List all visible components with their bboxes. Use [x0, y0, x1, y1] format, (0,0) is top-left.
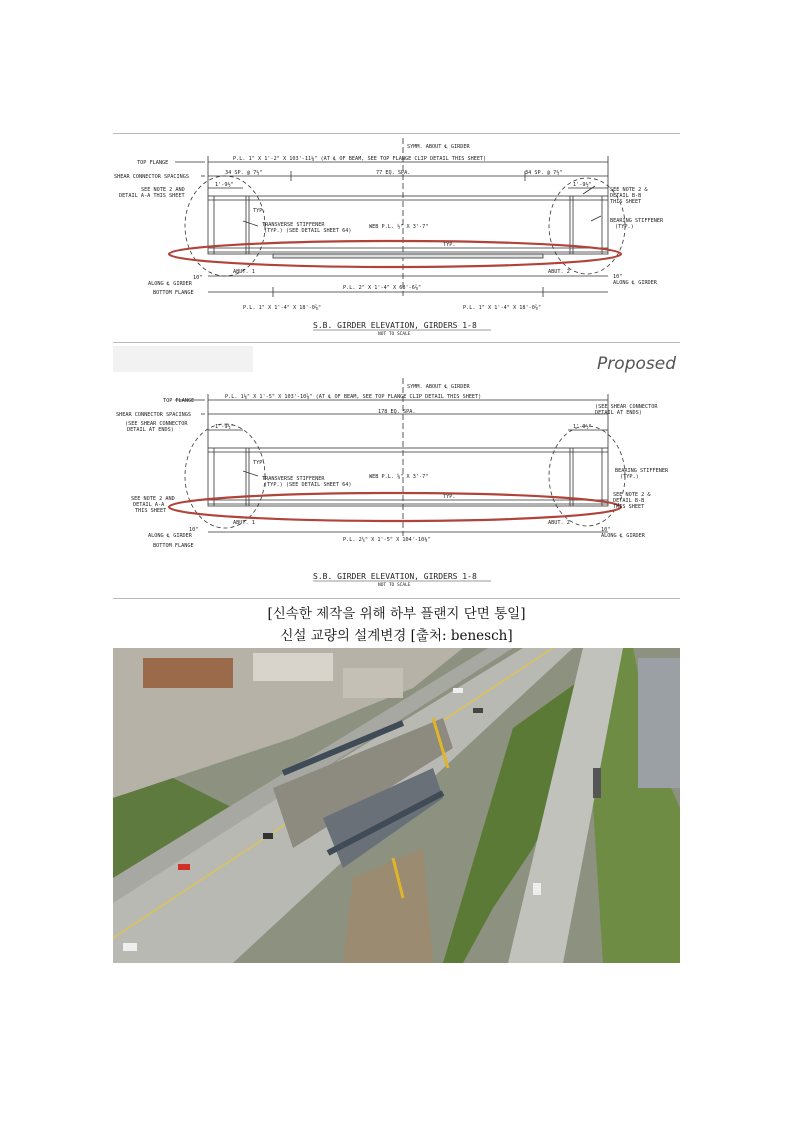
svg-text:THIS SHEET: THIS SHEET: [135, 508, 167, 514]
svg-text:(TYP.) (SEE DETAIL SHEET 64): (TYP.) (SEE DETAIL SHEET 64): [264, 482, 352, 488]
svg-text:10": 10": [601, 527, 611, 533]
svg-text:SYMM. ABOUT ℄ GIRDER: SYMM. ABOUT ℄ GIRDER: [407, 384, 470, 390]
svg-text:TOP FLANGE: TOP FLANGE: [137, 160, 169, 166]
svg-text:BOTTOM FLANGE: BOTTOM FLANGE: [153, 290, 194, 296]
svg-text:(TYP.) (SEE DETAIL SHEET 64): (TYP.) (SEE DETAIL SHEET 64): [264, 228, 352, 234]
svg-text:34 SP. @ 7½": 34 SP. @ 7½": [525, 170, 563, 176]
drawing-title: S.B. GIRDER ELEVATION, GIRDERS 1-8: [313, 321, 477, 330]
svg-text:1'-9½": 1'-9½": [573, 424, 592, 430]
svg-text:ALONG ℄ GIRDER: ALONG ℄ GIRDER: [613, 280, 657, 286]
svg-text:10": 10": [193, 275, 203, 281]
proposed-girder-elevation: [113, 376, 680, 596]
svg-text:SHEAR CONNECTOR SPACINGS: SHEAR CONNECTOR SPACINGS: [116, 412, 191, 418]
svg-text:ABUT. 1: ABUT. 1: [233, 269, 255, 275]
gray-band: [113, 346, 253, 372]
svg-text:SEE NOTE 2 &: SEE NOTE 2 &: [613, 492, 651, 498]
svg-text:1'-9½": 1'-9½": [215, 182, 234, 188]
svg-text:10": 10": [613, 274, 623, 280]
svg-text:ALONG ℄ GIRDER: ALONG ℄ GIRDER: [148, 281, 192, 287]
caption-line-2: 신설 교량의 설계변경 [출처: benesch]: [280, 628, 513, 644]
aerial-construction-photo: [113, 648, 680, 963]
svg-text:TYP.: TYP.: [443, 242, 456, 248]
svg-text:SEE NOTE 2 AND: SEE NOTE 2 AND: [131, 496, 175, 502]
svg-text:1'-9½": 1'-9½": [215, 424, 234, 430]
svg-text:BOTTOM FLANGE: BOTTOM FLANGE: [153, 543, 194, 549]
svg-text:THIS SHEET: THIS SHEET: [613, 504, 645, 510]
svg-text:10": 10": [189, 527, 199, 533]
bottom-divider: [113, 598, 680, 599]
svg-text:DETAIL B-B: DETAIL B-B: [613, 498, 645, 504]
existing-girder-elevation: [113, 136, 680, 340]
top-plate-label: P.L. 1" X 1'-2" X 103'-11⅛" (AT ℄ OF BEAM, SEE TOP FLANGE CLIP DETAIL THIS SHEET): [233, 156, 487, 162]
svg-text:DETAIL A-A: DETAIL A-A: [133, 502, 165, 508]
svg-text:DETAIL B-B: DETAIL B-B: [610, 193, 642, 199]
proposed-label: Proposed: [597, 354, 676, 374]
symm-label: SYMM. ABOUT ℄ GIRDER: [407, 144, 470, 150]
svg-text:TYP.: TYP.: [253, 460, 266, 466]
svg-text:THIS SHEET: THIS SHEET: [610, 199, 642, 205]
svg-text:1'-9½": 1'-9½": [573, 182, 592, 188]
svg-text:ABUT. 2: ABUT. 2: [548, 269, 570, 275]
svg-text:(TYP.): (TYP.): [620, 474, 639, 480]
svg-text:SEE NOTE 2 &: SEE NOTE 2 &: [610, 187, 648, 193]
svg-text:DETAIL AT ENDS): DETAIL AT ENDS): [127, 427, 174, 433]
svg-text:77 EQ. SPA.: 77 EQ. SPA.: [376, 170, 411, 176]
svg-text:TRANSVERSE STIFFENER: TRANSVERSE STIFFENER: [262, 222, 325, 228]
svg-text:TYP.: TYP.: [253, 208, 266, 214]
svg-text:(SEE SHEAR CONNECTOR: (SEE SHEAR CONNECTOR: [595, 404, 658, 410]
svg-text:ALONG ℄ GIRDER: ALONG ℄ GIRDER: [601, 533, 645, 539]
svg-text:P.L. 2¼" X 1'-5" X 104'-10⅛": P.L. 2¼" X 1'-5" X 104'-10⅛": [343, 537, 431, 543]
bottom-flange-highlight-proposed: [169, 493, 621, 521]
svg-text:ABUT. 1: ABUT. 1: [233, 520, 255, 526]
web-label: WEB P.L. ½" X 3'-7": [369, 224, 429, 230]
mid-divider: [113, 342, 680, 343]
svg-text:TYP.: TYP.: [443, 494, 456, 500]
svg-text:S.B. GIRDER ELEVATION, GIRDERS: S.B. GIRDER ELEVATION, GIRDERS 1-8: [313, 572, 477, 581]
svg-text:178 EQ. SPA.: 178 EQ. SPA.: [378, 409, 416, 415]
svg-text:ALONG ℄ GIRDER: ALONG ℄ GIRDER: [148, 533, 192, 539]
svg-text:SHEAR CONNECTOR SPACINGS: SHEAR CONNECTOR SPACINGS: [114, 174, 189, 180]
svg-text:ABUT. 2: ABUT. 2: [548, 520, 570, 526]
svg-text:DETAIL A-A THIS SHEET: DETAIL A-A THIS SHEET: [119, 193, 185, 199]
svg-text:WEB P.L. ⅝" X 3'-7": WEB P.L. ⅝" X 3'-7": [369, 474, 429, 480]
svg-text:TOP FLANGE: TOP FLANGE: [163, 398, 195, 404]
top-divider: [113, 133, 680, 134]
svg-text:BEARING STIFFENER: BEARING STIFFENER: [615, 468, 669, 474]
svg-text:NOT TO SCALE: NOT TO SCALE: [378, 583, 411, 588]
svg-text:P.L. 1⅛" X 1'-5" X 103'-10⅞" (: P.L. 1⅛" X 1'-5" X 103'-10⅞" (AT ℄ OF BEAM, SEE TOP FLANGE CLIP DETAIL THIS SHEET): [225, 394, 482, 400]
svg-text:DETAIL AT ENDS): DETAIL AT ENDS): [595, 410, 642, 416]
svg-text:BEARING STIFFENER: BEARING STIFFENER: [610, 218, 664, 224]
caption-line-1: [신속한 제작을 위해 하부 플랜지 단면 통일]: [267, 606, 526, 622]
svg-text:P.L. 1" X 1'-4" X 18'-0⅞": P.L. 1" X 1'-4" X 18'-0⅞": [463, 305, 542, 311]
svg-text:P.L. 1" X 1'-4" X 18'-0⅞": P.L. 1" X 1'-4" X 18'-0⅞": [243, 305, 322, 311]
bottom-plate-label: P.L. 2" X 1'-4" X 68'-6⅞": [343, 285, 422, 291]
svg-text:(TYP.): (TYP.): [615, 224, 634, 230]
svg-text:NOT TO SCALE: NOT TO SCALE: [378, 332, 411, 337]
svg-text:(SEE SHEAR CONNECTOR: (SEE SHEAR CONNECTOR: [125, 421, 188, 427]
svg-text:34 SP. @ 7½": 34 SP. @ 7½": [225, 170, 263, 176]
svg-text:TRANSVERSE STIFFENER: TRANSVERSE STIFFENER: [262, 476, 325, 482]
svg-text:SEE NOTE 2 AND: SEE NOTE 2 AND: [141, 187, 185, 193]
